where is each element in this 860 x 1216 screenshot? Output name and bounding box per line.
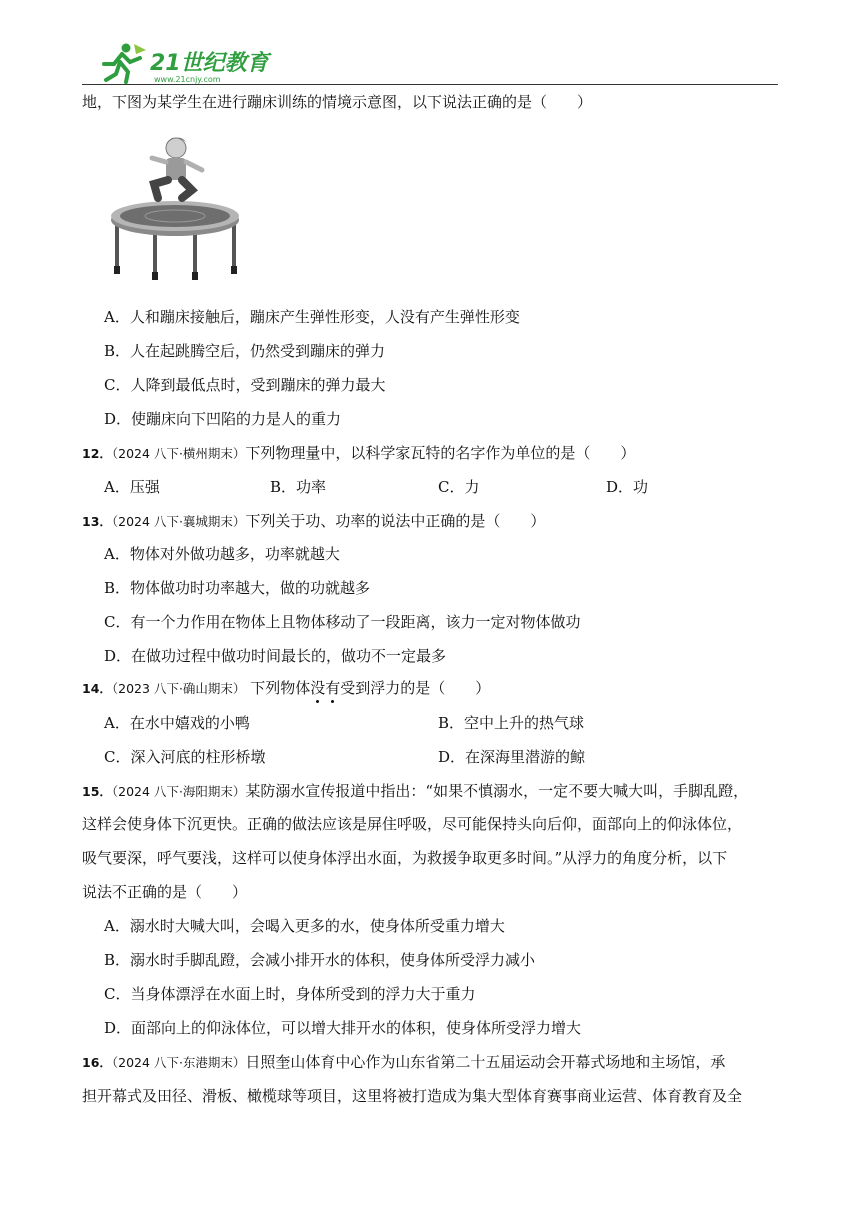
q15-stem-line-1: 15．（2024 八下·海阳期末）某防溺水宣传报道中指出：“如果不慎溺水，一定不要大喊大叫，手脚乱蹬， [82, 782, 749, 800]
q16-stem-line-2: 担开幕式及田径、滑板、橄榄球等项目，这里将被打造成为集大型体育赛事商业运营、体育教育及全 [82, 1087, 743, 1105]
q15-option-d: D．面部向上的仰泳体位，可以增大排开水的体积，使身体所受浮力增大 [104, 1019, 582, 1037]
q12-stem: 12．（2024 八下·横州期末）下列物理量中，以科学家瓦特的名字作为单位的是（ ） [82, 444, 636, 462]
q14-option-c: C．深入河底的柱形桥墩 [104, 748, 266, 766]
q12-option-c: C．力 [438, 478, 480, 496]
q11-option-b: B．人在起跳腾空后，仍然受到蹦床的弹力 [104, 342, 386, 360]
q14-option-d: D．在深海里潜游的鲸 [438, 748, 586, 766]
q13-option-b: B．物体做功时功率越大，做的功就越多 [104, 579, 371, 597]
q15-stem-line-3: 吸气要深，呼气要浅，这样可以使身体浮出水面，为救援争取更多时间。”从浮力的角度分析，以下 [82, 849, 728, 867]
q13-option-a: A．物体对外做功越多，功率就越大 [104, 545, 340, 563]
q15-stem-line-2: 这样会使身体下沉更快。正确的做法应该是屏住呼吸，尽可能保持头向后仰，面部向上的仰泳体位， [82, 815, 743, 833]
q12-option-b: B．功率 [270, 478, 327, 496]
q11-stem-continuation: 地，下图为某学生在进行蹦床训练的情境示意图，以下说法正确的是（ ） [82, 93, 593, 111]
logo-text: 21世纪教育 [150, 51, 269, 76]
q13-option-c: C．有一个力作用在物体上且物体移动了一段距离，该力一定对物体做功 [104, 613, 581, 631]
header-rule [82, 84, 778, 85]
q13-option-d: D．在做功过程中做功时间最长的，做功不一定最多 [104, 647, 447, 665]
q12-option-d: D．功 [606, 478, 649, 496]
q13-stem: 13．（2024 八下·襄城期末）下列关于功、功率的说法中正确的是（ ） [82, 512, 546, 530]
q15-option-b: B．溺水时手脚乱蹬，会减小排开水的体积，使身体所受浮力减小 [104, 951, 536, 969]
q15-option-a: A．溺水时大喊大叫，会喝入更多的水，使身体所受重力增大 [104, 917, 505, 935]
q11-option-d: D．使蹦床向下凹陷的力是人的重力 [104, 410, 342, 428]
logo-url: www.21cnjy.com [154, 75, 221, 84]
q15-option-c: C．当身体漂浮在水面上时，身体所受到的浮力大于重力 [104, 985, 476, 1003]
trampoline-illustration [108, 130, 248, 282]
running-man-icon [104, 44, 146, 83]
site-logo [100, 40, 275, 86]
q15-stem-line-4: 说法不正确的是（ ） [82, 883, 248, 901]
q11-option-a: A．人和蹦床接触后，蹦床产生弹性形变，人没有产生弹性形变 [104, 308, 520, 326]
q14-option-a: A．在水中嬉戏的小鸭 [104, 714, 250, 732]
q14-option-b: B．空中上升的热气球 [438, 714, 585, 732]
q12-option-a: A．压强 [104, 478, 160, 496]
q16-stem-line-1: 16．（2024 八下·东港期末）日照奎山体育中心作为山东省第二十五届运动会开幕式场地和主场馆，承 [82, 1053, 726, 1071]
q14-stem: 14．（2023 八下·确山期末） 下列物体没有受到浮力的是（ ） [82, 679, 491, 697]
q11-option-c: C．人降到最低点时，受到蹦床的弹力最大 [104, 376, 386, 394]
